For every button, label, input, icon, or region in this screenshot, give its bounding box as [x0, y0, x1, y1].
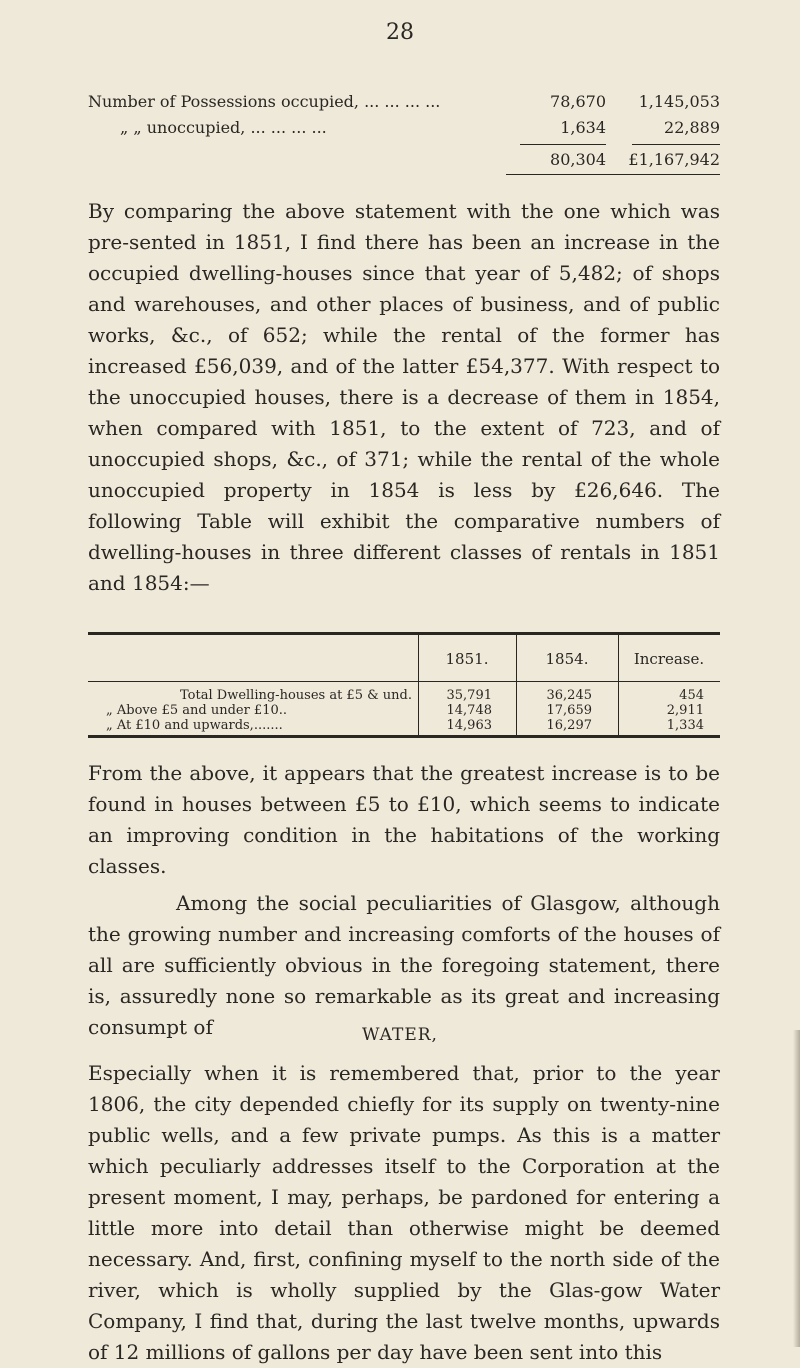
cell-increase: 454	[679, 688, 704, 703]
header-increase: Increase.	[633, 650, 705, 668]
occupied-count: 78,670	[550, 92, 606, 111]
total-rule-1	[520, 144, 606, 145]
page-number: 28	[386, 20, 414, 45]
total-rule-2	[632, 144, 720, 145]
cell-1851: 14,963	[446, 718, 492, 733]
total-count: 80,304	[550, 150, 606, 169]
cell-increase: 2,911	[666, 703, 704, 718]
occupied-value: 1,145,053	[638, 92, 720, 111]
cell-1854: 36,245	[546, 688, 592, 703]
occupied-label: Number of Possessions occupied, ... ... ... ...	[88, 92, 441, 111]
cell-1854: 17,659	[546, 703, 592, 718]
rental-classes-table	[88, 632, 720, 738]
header-1851: 1851.	[445, 650, 489, 668]
header-rule	[88, 681, 720, 682]
unoccupied-count: 1,634	[560, 118, 606, 137]
table-row	[88, 688, 415, 703]
unoccupied-label: „ „ unoccupied, ... ... ... ...	[120, 118, 327, 137]
paragraph-social-peculiarities: Among the social peculiarities of Glasgow, although the growing number and increasing comforts of the houses of all are sufficiently obvious in the foregoing statement, there is, assuredly none so remarkable as its great and increasing consumpt of	[88, 891, 720, 1039]
row-label: „ Above £5 and under £10..	[106, 703, 288, 718]
unoccupied-row	[88, 118, 728, 144]
totals-row	[88, 144, 728, 172]
cell-increase: 1,334	[666, 718, 704, 733]
total-underline	[506, 174, 720, 175]
page-edge-shadow	[793, 1030, 800, 1347]
table-row	[88, 718, 415, 733]
paragraph-water-supply: Especially when it is remembered that, prior to the year 1806, the city depended chiefly for its supply on twenty-nine public wells, and a few private pumps. As this is a matter which peculiarly addresses itself to the Corporation at the present moment, I may, perhaps, be pardoned for entering a little more into detail than otherwise might be deemed necessary. And, first, confining myself to the north side of the river, which is wholly supplied by the Glas-gow Water Company, I find that, during the last twelve months, upwards of 12 millions of gallons per day have been sent into this	[88, 1061, 720, 1364]
section-heading-water: WATER,	[362, 1025, 438, 1045]
cell-1851: 35,791	[446, 688, 492, 703]
cell-1851: 14,748	[446, 703, 492, 718]
occupied-row	[88, 92, 728, 118]
paragraph-greatest-increase: From the above, it appears that the greatest increase is to be found in houses between £5 to £10, which seems to indicate an improving condition in the habitations of the working classes.	[88, 761, 720, 878]
paragraph-comparison: By comparing the above statement with the one which was pre-sented in 1851, I find there has been an increase in the occupied dwelling-houses since that year of 5,482; of shops and warehouses, and other places of business, and of public works, &c., of 652; while the rental of the former has increased £56,039, and of the latter £54,377. With respect to the unoccupied houses, there is a decrease of them in 1854, when compared with 1851, to the extent of 723, and of unoccupied shops, &c., of 371; while the rental of the whole unoccupied property in 1854 is less by £26,646. The following Table will exhibit the comparative numbers of dwelling-houses in three different classes of rentals in 1851 and 1854:—	[88, 199, 720, 595]
possessions-summary	[88, 92, 728, 172]
row-label: „ At £10 and upwards,.......	[106, 718, 283, 733]
table-row	[88, 703, 415, 718]
row-label: Total Dwelling-houses at £5 & und.	[180, 688, 412, 703]
header-1854: 1854.	[545, 650, 589, 668]
total-value: £1,167,942	[628, 150, 720, 169]
unoccupied-value: 22,889	[664, 118, 720, 137]
cell-1854: 16,297	[546, 718, 592, 733]
